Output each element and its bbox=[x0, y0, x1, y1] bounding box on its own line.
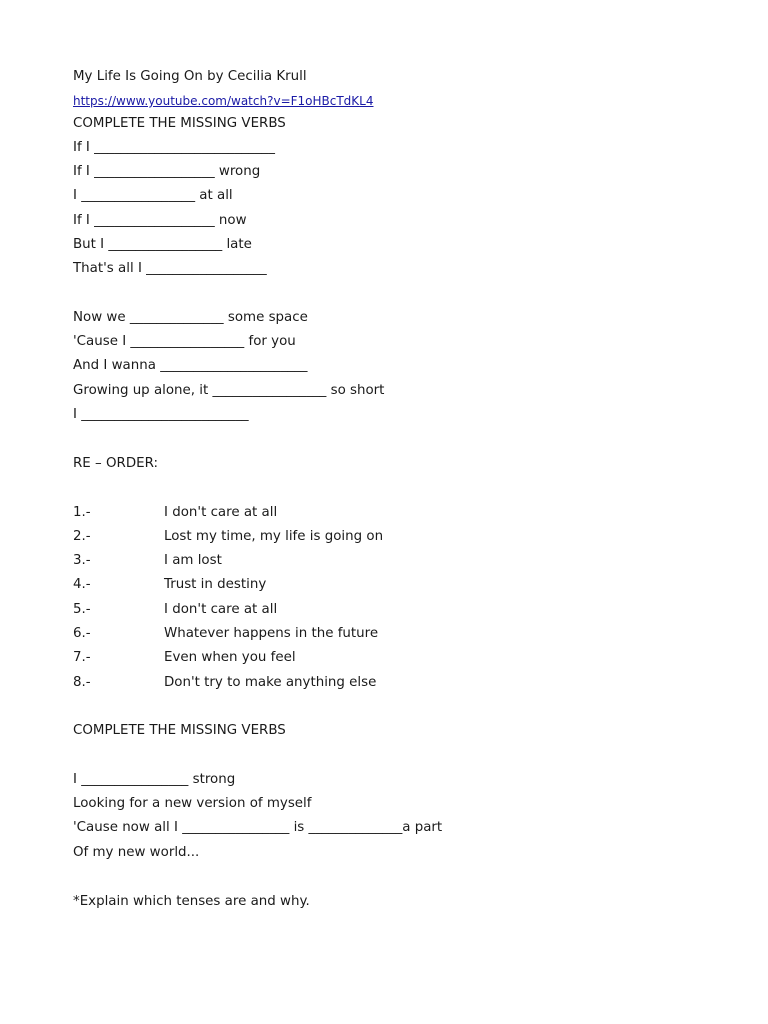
fill-in-line: Growing up alone, it _________________ so short bbox=[73, 383, 385, 398]
list-item-number: 1.- bbox=[73, 505, 91, 520]
list-item-number: 4.- bbox=[73, 577, 91, 592]
fill-in-line: That's all I __________________ bbox=[73, 261, 267, 276]
section-heading-reorder: RE – ORDER: bbox=[73, 456, 158, 471]
fill-in-line: I _________________ at all bbox=[73, 188, 233, 203]
list-item-number: 5.- bbox=[73, 602, 91, 617]
fill-in-line: If I __________________ now bbox=[73, 213, 247, 228]
fill-in-line: Now we ______________ some space bbox=[73, 310, 308, 325]
fill-in-line: And I wanna ______________________ bbox=[73, 358, 308, 373]
explain-note: *Explain which tenses are and why. bbox=[73, 894, 310, 909]
section-heading-missing-verbs-2: COMPLETE THE MISSING VERBS bbox=[73, 723, 286, 738]
list-item-number: 8.- bbox=[73, 675, 91, 690]
list-item-text: Don't try to make anything else bbox=[164, 675, 377, 690]
fill-in-line: Of my new world... bbox=[73, 845, 200, 860]
list-item-text: Whatever happens in the future bbox=[164, 626, 379, 641]
fill-in-line: 'Cause now all I ________________ is ______________a part bbox=[73, 820, 443, 835]
list-item-text: I am lost bbox=[164, 553, 222, 568]
fill-in-line: 'Cause I _________________ for you bbox=[73, 334, 296, 349]
list-item-number: 7.- bbox=[73, 650, 91, 665]
list-item-text: Trust in destiny bbox=[164, 577, 267, 592]
fill-in-line: I ________________ strong bbox=[73, 772, 236, 787]
fill-in-line: But I _________________ late bbox=[73, 237, 252, 252]
list-item-text: Even when you feel bbox=[164, 650, 296, 665]
list-item-text: I don't care at all bbox=[164, 602, 278, 617]
fill-in-line: Looking for a new version of myself bbox=[73, 796, 312, 811]
list-item-number: 2.- bbox=[73, 529, 91, 544]
song-title: My Life Is Going On by Cecilia Krull bbox=[73, 69, 307, 84]
list-item-number: 6.- bbox=[73, 626, 91, 641]
list-item-number: 3.- bbox=[73, 553, 91, 568]
section-heading-missing-verbs: COMPLETE THE MISSING VERBS bbox=[73, 116, 286, 131]
youtube-link[interactable]: https://www.youtube.com/watch?v=F1oHBcTdKL4 bbox=[73, 94, 374, 108]
fill-in-line: If I ___________________________ bbox=[73, 140, 275, 155]
list-item-text: Lost my time, my life is going on bbox=[164, 529, 384, 544]
fill-in-line: I _________________________ bbox=[73, 407, 249, 422]
fill-in-line: If I __________________ wrong bbox=[73, 164, 261, 179]
list-item-text: I don't care at all bbox=[164, 505, 278, 520]
